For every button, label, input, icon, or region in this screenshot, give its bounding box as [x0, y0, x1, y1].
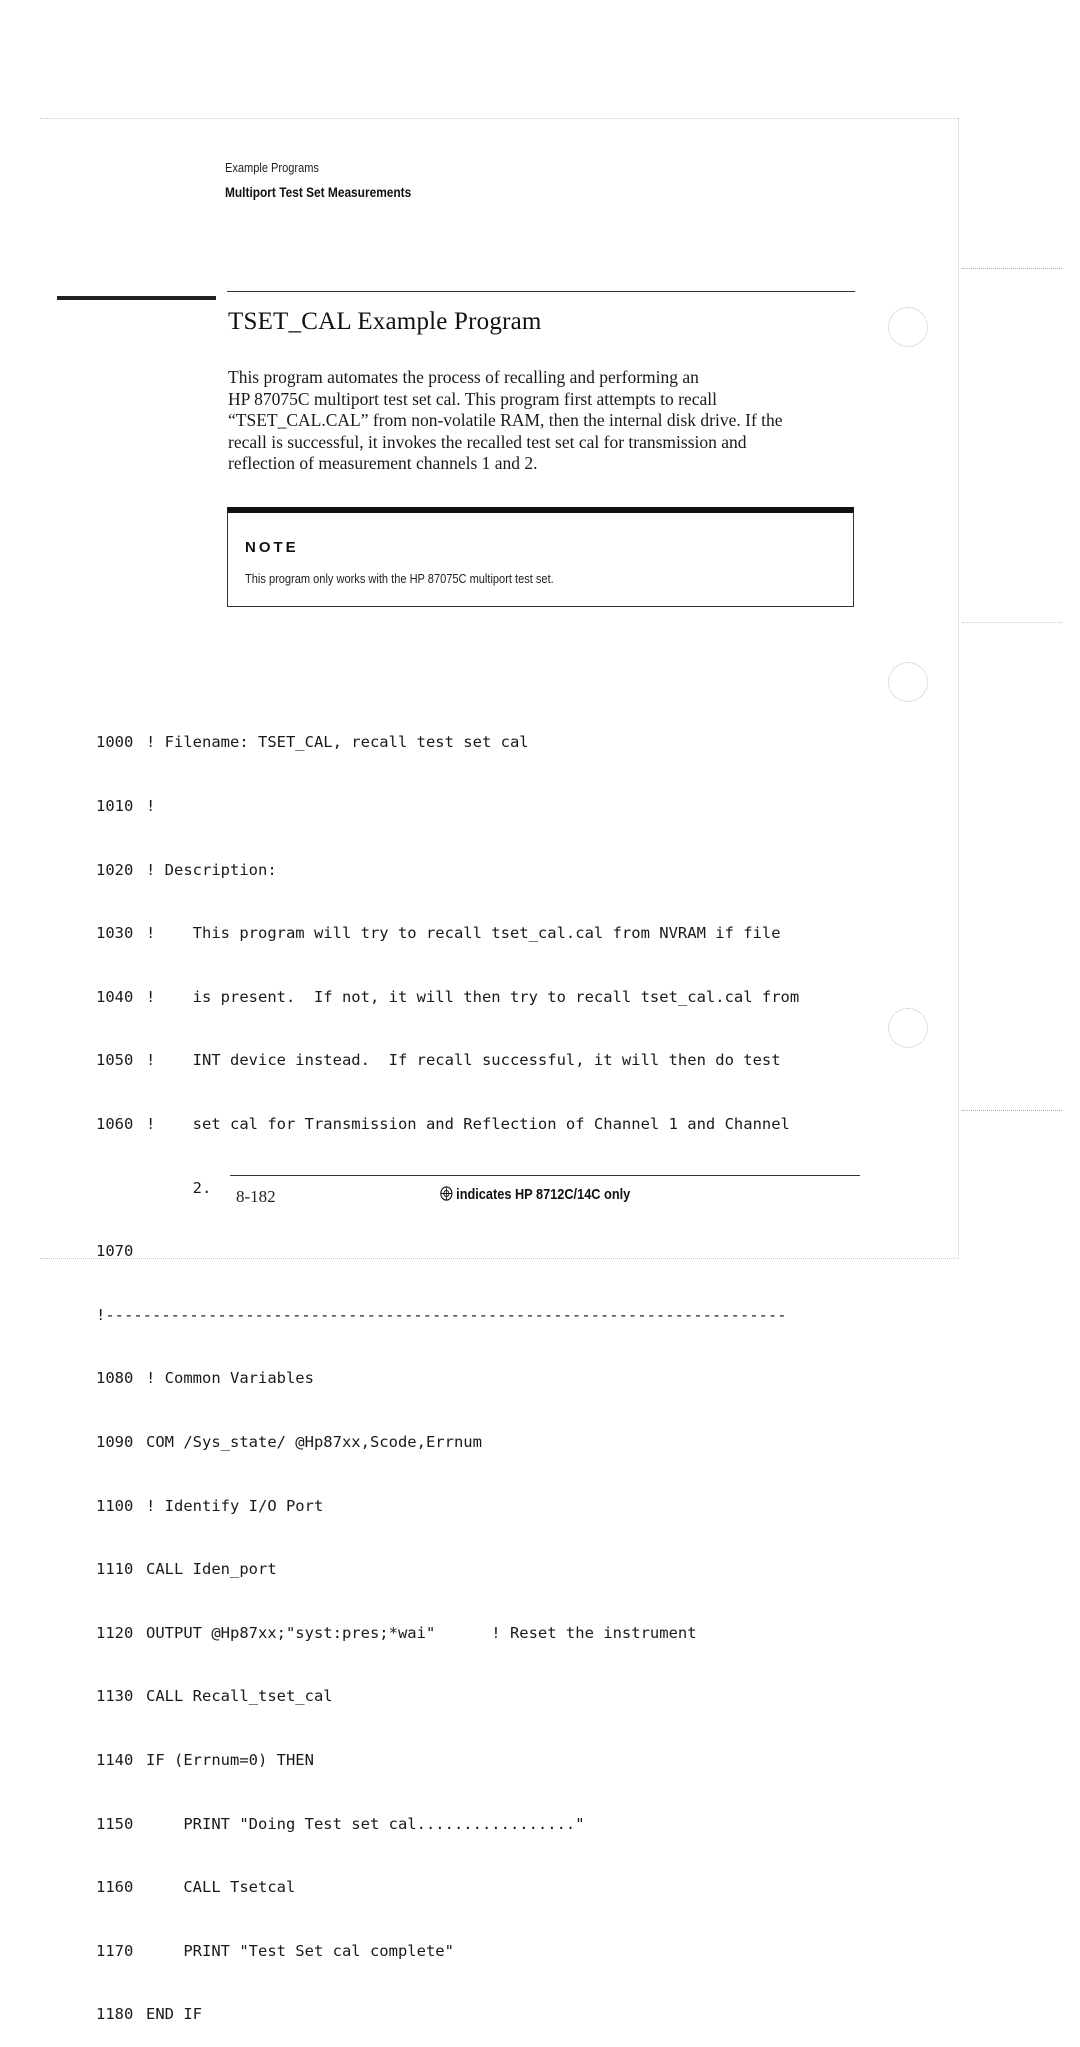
- code-text: ! This program will try to recall tset_cal.cal from NVRAM if file: [146, 924, 781, 943]
- note-text: This program only works with the HP 87075C multiport test set.: [245, 571, 554, 586]
- binder-hole-2: [888, 662, 928, 702]
- code-line: [96, 860, 799, 881]
- code-line: [96, 732, 799, 753]
- code-line: [96, 987, 799, 1008]
- code-line: [96, 2004, 799, 2025]
- line-number: 1120: [96, 1623, 134, 1642]
- intro-line: recall is successful, it invokes the recalled test set cal for transmission and: [228, 431, 747, 452]
- code-listing: [96, 690, 799, 2047]
- code-line: [96, 1368, 799, 1389]
- line-number: 1180: [96, 2005, 134, 2024]
- intro-line: reflection of measurement channels 1 and 2.: [228, 453, 538, 473]
- code-text: COM /Sys_state/ @Hp87xx,Scode,Errnum: [146, 1432, 482, 1451]
- code-line: [96, 1241, 799, 1262]
- code-text: ! INT device instead. If recall successful, it will then do test: [146, 1051, 781, 1070]
- code-line: [96, 1814, 799, 1835]
- code-line: [96, 1750, 799, 1771]
- code-line: [96, 1496, 799, 1517]
- line-number: 1090: [96, 1432, 134, 1451]
- line-number: 1000: [96, 733, 134, 752]
- code-text: ! is present. If not, it will then try to recall tset_cal.cal from: [146, 987, 800, 1006]
- code-text: OUTPUT @Hp87xx;"syst:pres;*wai" ! Reset the instrument: [146, 1623, 697, 1642]
- code-line: [96, 1877, 799, 1898]
- scan-edge-tab-1: [962, 268, 1062, 269]
- line-number: 1020: [96, 860, 134, 879]
- code-text: 2.: [146, 1178, 212, 1197]
- code-text: PRINT "Test Set cal complete": [146, 1941, 454, 1960]
- code-line: [96, 1050, 799, 1071]
- code-text: PRINT "Doing Test set cal.................": [146, 1814, 585, 1833]
- binder-hole-3: [888, 1008, 928, 1048]
- line-number: 1170: [96, 1941, 134, 1960]
- line-number: 1040: [96, 987, 134, 1006]
- code-line: [96, 1559, 799, 1580]
- line-number: 1070: [96, 1242, 134, 1261]
- intro-line: This program automates the process of recalling and performing an: [228, 367, 699, 387]
- code-text: CALL Tsetcal: [146, 1878, 296, 1897]
- line-number: 1060: [96, 1114, 134, 1133]
- line-number: 1010: [96, 797, 134, 815]
- code-text: END IF: [146, 2005, 202, 2024]
- line-number: 1160: [96, 1878, 134, 1897]
- binder-hole-1: [888, 307, 928, 347]
- running-header-subsection: Multiport Test Set Measurements: [225, 184, 412, 200]
- footer-note: [440, 1186, 630, 1203]
- code-line: [96, 1686, 799, 1707]
- code-line: [96, 796, 799, 817]
- code-line: [96, 1432, 799, 1453]
- code-text: CALL Recall_tset_cal: [146, 1687, 333, 1706]
- intro-line: HP 87075C multiport test set cal. This program first attempts to recall: [228, 388, 717, 409]
- code-text: !: [146, 797, 156, 815]
- line-number: 1130: [96, 1687, 134, 1706]
- section-marker-bar: [57, 296, 216, 300]
- instrument-symbol-icon: [440, 1186, 453, 1203]
- code-text: ! Description:: [146, 860, 277, 879]
- code-text: CALL Iden_port: [146, 1560, 277, 1579]
- line-number: 1140: [96, 1750, 134, 1769]
- footer-note-text: indicates HP 8712C/14C only: [456, 1186, 631, 1203]
- running-header-section: Example Programs: [225, 160, 319, 175]
- line-number: 1080: [96, 1369, 134, 1388]
- code-text: ! Common Variables: [146, 1369, 314, 1388]
- intro-paragraph: [228, 367, 868, 475]
- code-text: ! Filename: TSET_CAL, recall test set cal: [146, 733, 529, 752]
- line-number: 1110: [96, 1560, 134, 1579]
- code-text: ! set cal for Transmission and Reflection of Channel 1 and Channel: [146, 1114, 790, 1133]
- scan-edge-tab-2: [962, 622, 1062, 623]
- note-box: [227, 507, 854, 607]
- code-line: [96, 1941, 799, 1962]
- code-text: ! Identify I/O Port: [146, 1496, 324, 1515]
- line-number: 1150: [96, 1814, 134, 1833]
- scan-edge-right: [958, 118, 959, 1258]
- footer-rule: [230, 1175, 860, 1176]
- code-text: IF (Errnum=0) THEN: [146, 1750, 314, 1769]
- code-line: [96, 1623, 799, 1644]
- code-line: [96, 923, 799, 944]
- scan-edge-top: [40, 118, 958, 119]
- line-number: 1030: [96, 924, 134, 943]
- section-divider: [227, 291, 855, 292]
- scan-edge-tab-3: [962, 1110, 1062, 1111]
- line-number: 1100: [96, 1496, 134, 1515]
- intro-line: “TSET_CAL.CAL” from non-volatile RAM, then the internal disk drive. If the: [228, 410, 783, 430]
- line-number: 1050: [96, 1051, 134, 1070]
- note-label: NOTE: [245, 539, 299, 556]
- page-number: 8-182: [236, 1187, 276, 1206]
- code-separator-line: !-------------------------------------------------------------------------: [96, 1305, 787, 1324]
- section-title: TSET_CAL Example Program: [228, 308, 542, 335]
- code-line: [96, 1114, 799, 1135]
